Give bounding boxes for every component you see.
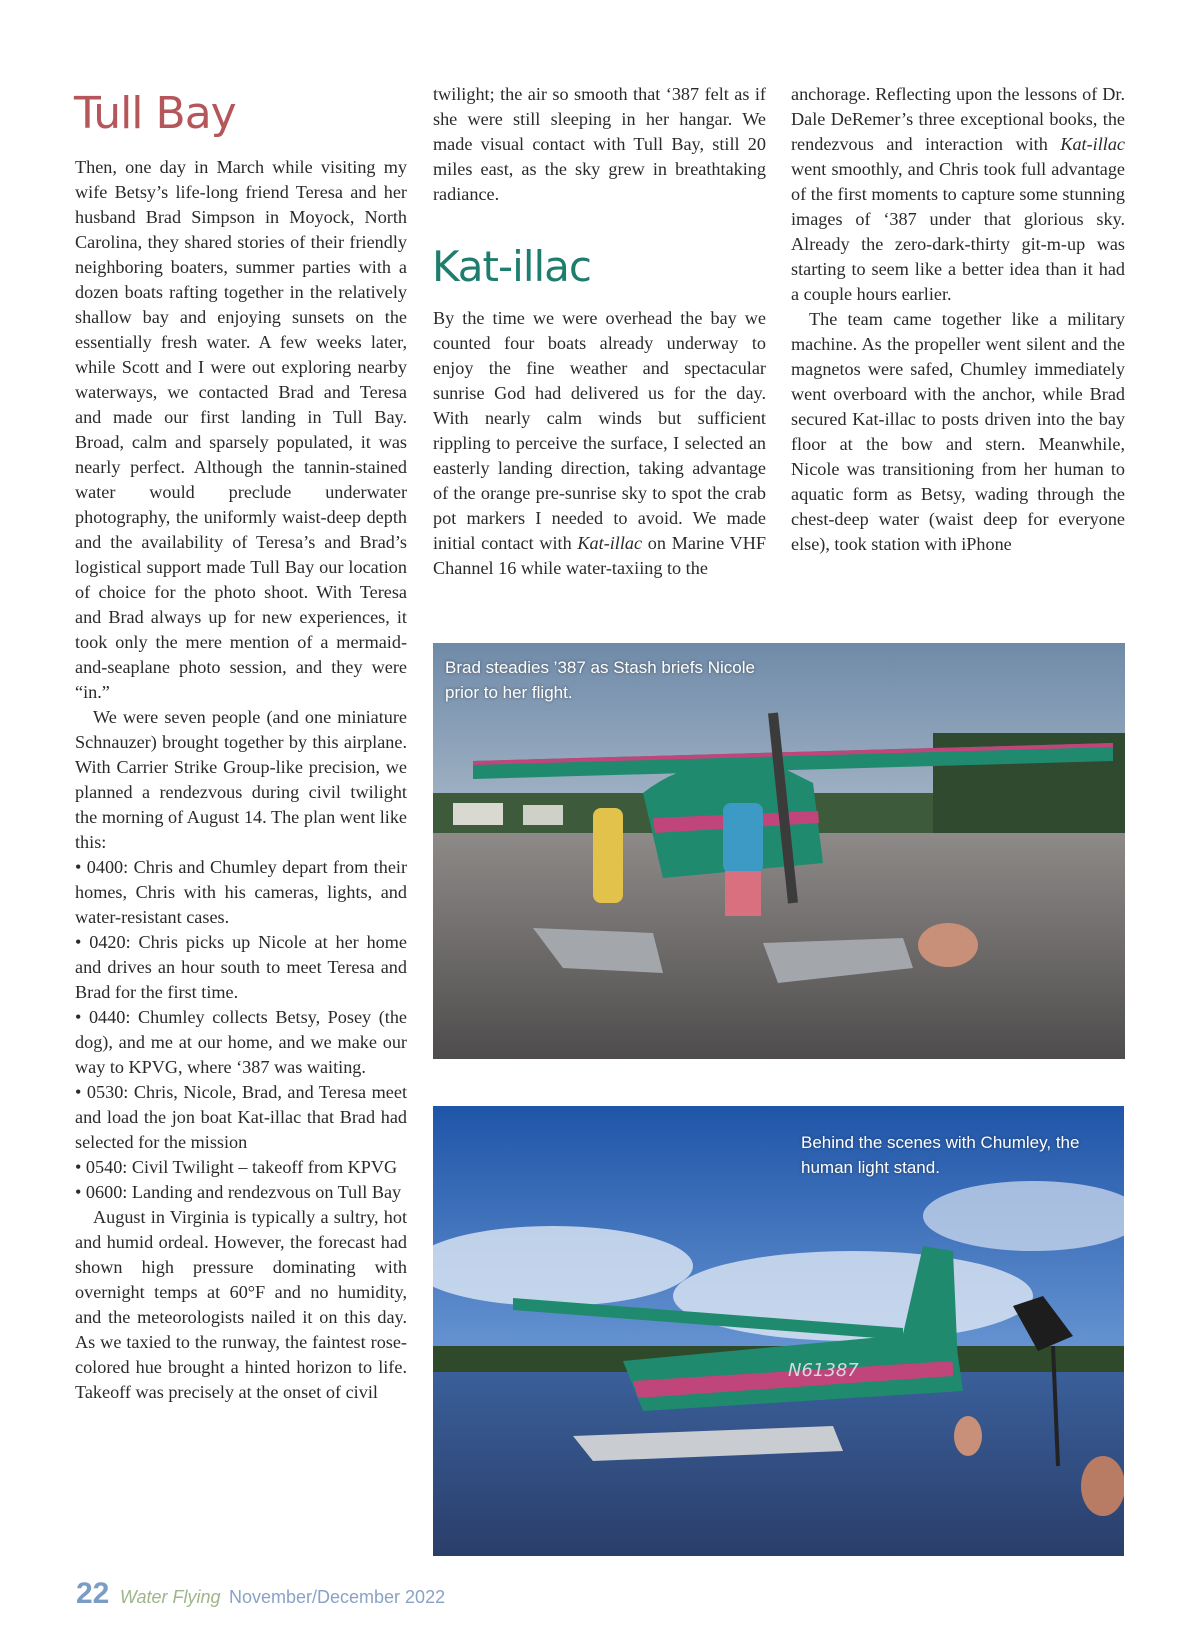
article-column-3 (791, 82, 1125, 557)
page-footer (76, 1577, 445, 1611)
text-run: went smoothly, and Chris took full advantage of the first moments to capture some stunning images of ‘387 under that glorious sky. Already the zero-dark-thirty git-m-up was starting to seem like a better idea than it had a couple hours earlier. (791, 159, 1125, 304)
plan-item: • 0420: Chris picks up Nicole at her home and drives an hour south to meet Teresa and Brad for the first time. (75, 932, 407, 1002)
kat-illac-heading: Kat-illac (432, 242, 591, 291)
paragraph: August in Virginia is typically a sultry, hot and humid ordeal. However, the forecast had shown high pressure dominating with overnight temps at 60°F and no humidity, and the meteorologists nailed it on this day. As we taxied to the runway, the faintest rose-colored hue brought a hinted horizon to life. Takeoff was precisely at the onset of civil (75, 1207, 407, 1402)
person-chumley (954, 1416, 982, 1456)
plan-item: • 0540: Civil Twilight – takeoff from KPVG (75, 1157, 398, 1177)
text-run: on Marine VHF Channel 16 while water-taxiing to the (433, 533, 766, 578)
text-run: anchorage. Reflecting upon the lessons of Dr. Dale DeRemer’s three exceptional books, the rendezvous and interaction with (791, 84, 1125, 154)
tull-bay-heading: Tull Bay (74, 88, 236, 139)
text-run: By the time we were overhead the bay we counted four boats already underway to enjoy the fine weather and spectacular sunrise God had delivered us for the day. With nearly calm winds but sufficient rippling to perceive the surface, I selected an easterly landing direction, taking advantage of the orange pre-sunrise sky to spot the crab pot markers I needed to avoid. We made initial contact with (433, 308, 766, 553)
photo-caption-2: Behind the scenes with Chumley, the human light stand. (801, 1133, 1080, 1177)
photo-caption-1: Brad steadies ’387 as Stash briefs Nicole prior to her flight. (445, 658, 755, 702)
person-brad (723, 803, 763, 873)
paragraph: The team came together like a military machine. As the propeller went silent and the magnetos were safed, Chumley immediately went overboard with the anchor, while Brad secured Kat-illac to posts driven into the bay floor at the bow and stern. Meanwhile, Nicole was transitioning from her human to aquatic form as Betsy, wading through the chest-deep water (waist deep for everyone else), took station with iPhone (791, 309, 1125, 554)
paragraph: Then, one day in March while visiting my wife Betsy’s life-long friend Teresa and her husband Brad Simpson in Moyock, North Carolina, they shared stories of their friendly neighboring boaters, summer parties with a dozen boats rafting together in the relatively shallow bay and enjoying sunsets on the essentially fresh water. A few weeks later, while Scott and I were out exploring nearby waterways, we contacted Brad and Teresa and made our first landing in Tull Bay. Broad, calm and sparsely populated, it was nearly perfect. Although the tannin-stained water would preclude underwater photography, the uniformly waist-deep depth and the availability of Teresa’s and Brad’s logistical support made Tull Bay our location of choice for the photo shoot. With Teresa and Brad always up for new experiences, it took only the mere mention of a mermaid-and-seaplane photo session, and they were “in.” (75, 157, 407, 702)
person-in-water (918, 923, 978, 967)
magazine-name: Water Flying (119, 1587, 221, 1607)
paragraph (433, 306, 766, 581)
paragraph: twilight; the air so smooth that ‘387 felt as if she were still sleeping in her hangar. We made visual contact with Tull Bay, still 20 miles east, as the sky grew in breathtaking radiance. (433, 84, 766, 204)
boat-name: Kat-illac (1060, 134, 1125, 154)
photo-seaplane-briefing (433, 643, 1125, 1059)
photo-illustration (433, 643, 1125, 1059)
issue-date: November/December 2022 (228, 1587, 446, 1607)
plan-item: • 0440: Chumley collects Betsy, Posey (the dog), and me at our home, and we make our way to KPVG, where ‘387 was waiting. (75, 1007, 407, 1077)
article-column-2 (433, 82, 766, 207)
paragraph (791, 82, 1125, 307)
article-column-2-continued (433, 306, 766, 581)
page-number: 22 (76, 1577, 110, 1610)
photo-behind-the-scenes (433, 1106, 1124, 1556)
plan-item: • 0400: Chris and Chumley depart from their homes, Chris with his cameras, lights, and water-resistant cases. (75, 857, 407, 927)
article-column-1 (75, 155, 407, 1405)
person-nicole (593, 808, 623, 903)
paragraph: We were seven people (and one miniature Schnauzer) brought together by this airplane. With Carrier Strike Group-like precision, we planned a rendezvous during civil twilight the morning of August 14. The plan went like this: (75, 707, 407, 852)
plan-item: • 0600: Landing and rendezvous on Tull Bay (75, 1182, 402, 1202)
tail-registration: N61387 (788, 1360, 859, 1381)
person-photographer (1081, 1456, 1124, 1516)
boat-name: Kat-illac (577, 533, 643, 553)
plan-item: • 0530: Chris, Nicole, Brad, and Teresa meet and load the jon boat Kat-illac that Brad had selected for the mission (75, 1082, 407, 1152)
